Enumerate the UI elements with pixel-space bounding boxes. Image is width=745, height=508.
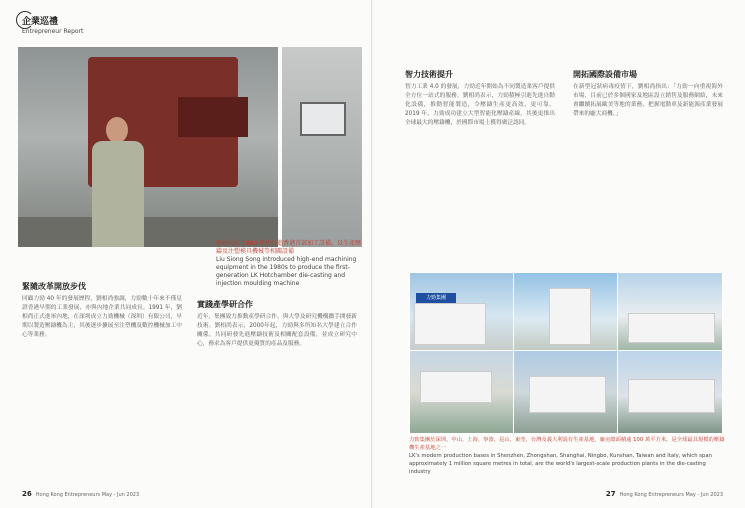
section-body: 智力工業 4.0 的發展，力勁近年開始為不同製造業客戶提供全方位一站式的服務。劉相尚表示，力勁積極引進先進自動化設備，推動智能製造，令壓鑄生產更高效、更可靠。2019 年，力勁成功建立大型智能化壓鑄產線，其後更推出全球最大的壓鑄機，於國際市場上獲得廣泛認同。 bbox=[405, 84, 555, 126]
article-column-3 bbox=[405, 70, 555, 128]
section-body: 近年，集團致力推動產學研合作，與大學及研究機構攜手開發新技術。劉相尚表示，2000年起，力勁與多所知名大學建立合作關係，共同研發先進壓鑄技術及相關配套設備，並成立研究中心，務求為客戶提供更優質的產品及服務。 bbox=[197, 314, 357, 347]
kicker-ring-icon bbox=[16, 11, 34, 29]
section-heading: 智力技術提升 bbox=[405, 70, 453, 79]
right-page bbox=[373, 0, 745, 508]
folio-right bbox=[606, 490, 723, 498]
company-sign: 力勁集團 bbox=[416, 293, 456, 303]
folio-text: Hong Kong Entrepreneurs May - Jun 2023 bbox=[35, 492, 140, 498]
section-body: 回顧力勁 40 年的發展歷程，劉相尚強調，力勁數十年來不僅見證香港早期的工業發展，亦與內地企業共同成長。1991 年，劉相尚正式進軍內地，在深圳成立力勁機械（深圳）有限公司，早期以製造壓鑄機為主，其後逐步擴展至注塑機及數控機械加工中心等業務。 bbox=[22, 296, 182, 338]
article-column-1 bbox=[22, 282, 182, 340]
folio-text: Hong Kong Entrepreneurs May - Jun 2023 bbox=[619, 492, 723, 498]
photo-caption bbox=[216, 240, 366, 288]
control-panel-photo bbox=[282, 47, 362, 247]
article-column-2 bbox=[197, 300, 357, 349]
section-heading: 緊隨改革開放步伐 bbox=[22, 282, 86, 291]
section-heading: 實踐產學研合作 bbox=[197, 300, 253, 309]
photo-caption-en: Liu Siong Song introduced high-end machining equipment in the 1980s to produce the first-generation LK Hotchamber die-casting and injection moulding machine bbox=[216, 256, 357, 287]
photo-caption-zh: 劉相尚於 1980 年代引進香港首部加工設備，以生產壓 鑄及注塑模具機械等相關設備 bbox=[216, 240, 362, 255]
factory-photo bbox=[617, 272, 723, 352]
left-page bbox=[0, 0, 372, 508]
factory-photo bbox=[513, 350, 619, 434]
folio-left bbox=[22, 490, 139, 498]
photo-grid-caption bbox=[409, 436, 729, 476]
photo-caption-en: LK's modern production bases in Shenzhen, Zhongshan, Shanghai, Ningbo, Kunshan, Taiwan and Italy, which span approximately 1 million square metres in total, are the world's largest-scale production plants in the die-casting industry bbox=[409, 453, 712, 475]
kicker-subtitle: Entrepreneur Report bbox=[22, 28, 84, 35]
photo-caption-zh: 力勁集團於深圳、中山、上海、寧波、昆山、東莞、台灣及義大利設有生產基地，廠房總面積逾 100 萬平方米，是全球最具規模的壓鑄機生產基地之一 bbox=[409, 437, 725, 451]
page-number: 26 bbox=[22, 490, 32, 498]
factory-photo bbox=[18, 47, 278, 247]
section-kicker bbox=[22, 14, 83, 35]
factory-photo bbox=[617, 350, 723, 434]
kicker-title: 企業巡禮 bbox=[22, 17, 59, 27]
person-figure bbox=[88, 117, 148, 247]
factory-photo bbox=[513, 272, 619, 352]
factory-photo bbox=[409, 350, 515, 434]
factory-photo-grid bbox=[409, 272, 721, 432]
section-body: 在新型冠狀病毒疫情下，劉相尚指出：「力勁一向重視海外市場，目前已於多個國家及地區設立銷售及服務網絡，未來會繼續拓展歐美等地的業務，把握電動車及新能源產業發展帶來的龐大商機。」 bbox=[573, 84, 723, 117]
section-heading: 開拓國際設備市場 bbox=[573, 70, 637, 79]
factory-photo bbox=[409, 272, 515, 352]
page-number: 27 bbox=[605, 490, 616, 498]
article-column-4 bbox=[573, 70, 723, 119]
